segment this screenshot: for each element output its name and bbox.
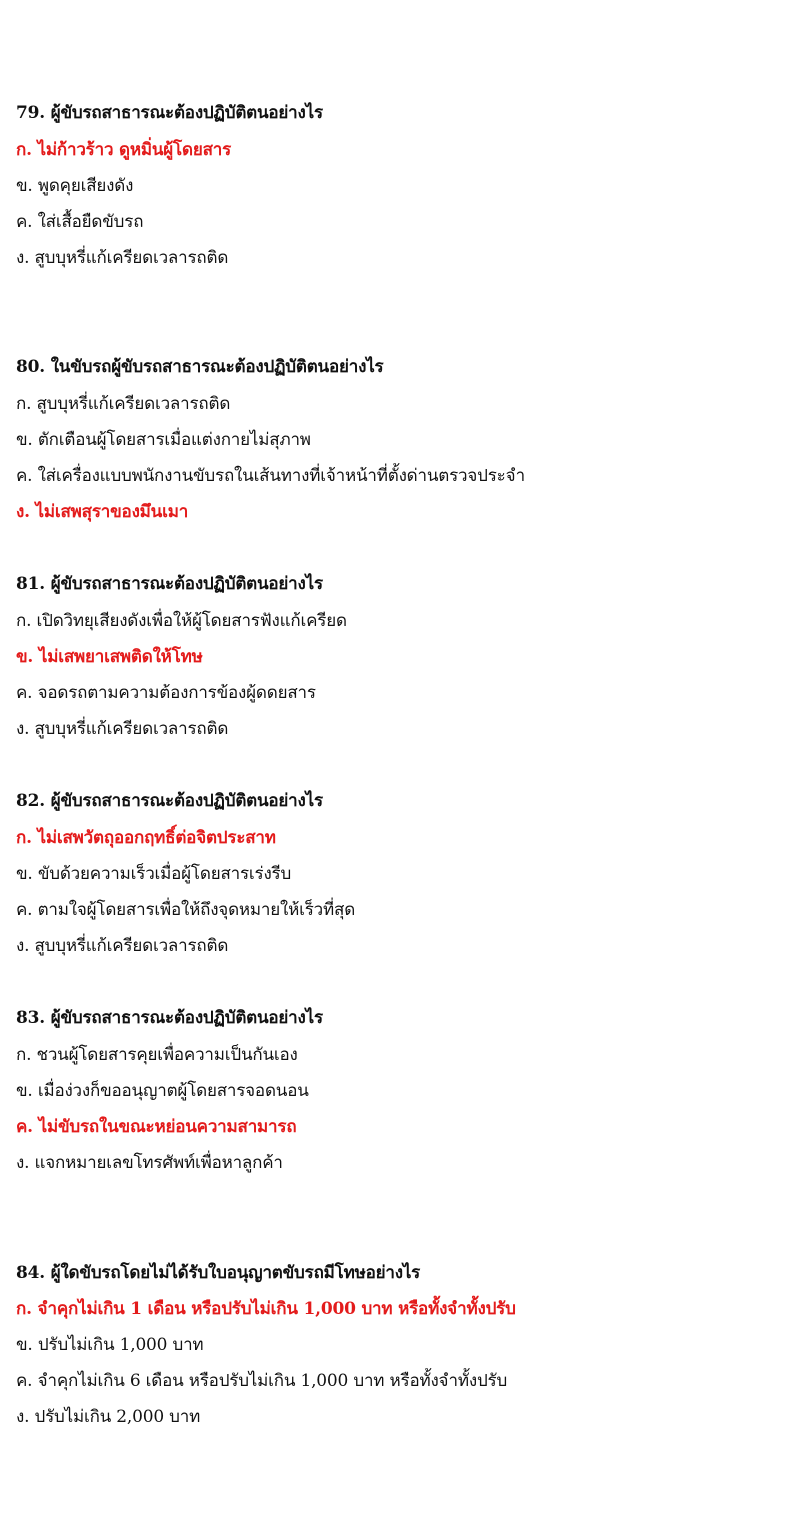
choice-79-b: ข. พูดคุยเสียงดัง <box>16 176 134 196</box>
question-82: 82. ผู้ขับรถสาธารณะต้องปฏิบัติตนอย่างไร <box>16 791 323 811</box>
choice-80-a: ก. สูบบุหรี่แก้เครียดเวลารถติด <box>16 394 231 414</box>
choice-82-d: ง. สูบบุหรี่แก้เครียดเวลารถติด <box>16 936 229 956</box>
choice-83-b: ข. เมื่อง่วงก็ขออนุญาตผู้โดยสารจอดนอน <box>16 1081 309 1101</box>
correct-answer-80: ง. ไม่เสพสุราของมึนเมา <box>16 502 189 522</box>
choice-80-b: ข. ตักเตือนผู้โดยสารเมื่อแต่งกายไม่สุภาพ <box>16 430 311 450</box>
choice-83-a: ก. ชวนผู้โดยสารคุยเพื่อความเป็นกันเอง <box>16 1045 298 1065</box>
question-84: 84. ผู้ใดขับรถโดยไม่ได้รับใบอนุญาตขับรถมีโทษอย่างไร <box>16 1263 421 1283</box>
correct-answer-79: ก. ไม่ก้าวร้าว ดูหมิ่นผู้โดยสาร <box>16 140 232 160</box>
correct-answer-84: ก. จำคุกไม่เกิน 1 เดือน หรือปรับไม่เกิน 1,000 บาท หรือทั้งจำทั้งปรับ <box>16 1299 516 1319</box>
choice-81-c: ค. จอดรถตามความต้องการข้องผู้ดดยสาร <box>16 683 316 703</box>
question-80: 80. ในขับรถผู้ขับรถสาธารณะต้องปฏิบัติตนอย่างไร <box>16 357 384 377</box>
choice-81-a: ก. เปิดวิทยุเสียงดังเพื่อให้ผู้โดยสารฟังแก้เครียด <box>16 611 347 631</box>
choice-84-d: ง. ปรับไม่เกิน 2,000 บาท <box>16 1407 201 1427</box>
correct-answer-82: ก. ไม่เสพวัตถุออกฤทธิ์ต่อจิตประสาท <box>16 828 276 848</box>
choice-84-c: ค. จำคุกไม่เกิน 6 เดือน หรือปรับไม่เกิน 1,000 บาท หรือทั้งจำทั้งปรับ <box>16 1371 508 1391</box>
choice-84-b: ข. ปรับไม่เกิน 1,000 บาท <box>16 1335 204 1355</box>
choice-82-c: ค. ตามใจผู้โดยสารเพื่อให้ถึงจุดหมายให้เร็วที่สุด <box>16 900 356 920</box>
question-83: 83. ผู้ขับรถสาธารณะต้องปฏิบัติตนอย่างไร <box>16 1008 323 1028</box>
choice-79-d: ง. สูบบุหรี่แก้เครียดเวลารถติด <box>16 248 229 268</box>
correct-answer-83: ค. ไม่ขับรถในขณะหย่อนความสามารถ <box>16 1117 297 1137</box>
question-79: 79. ผู้ขับรถสาธารณะต้องปฏิบัติตนอย่างไร <box>16 103 323 123</box>
question-81: 81. ผู้ขับรถสาธารณะต้องปฏิบัติตนอย่างไร <box>16 574 323 594</box>
choice-79-c: ค. ใส่เสื้อยืดขับรถ <box>16 212 144 232</box>
choice-82-b: ข. ขับด้วยความเร็วเมื่อผู้โดยสารเร่งรีบ <box>16 864 292 884</box>
choice-81-d: ง. สูบบุหรี่แก้เครียดเวลารถติด <box>16 719 229 739</box>
choice-83-d: ง. แจกหมายเลขโทรศัพท์เพื่อหาลูกค้า <box>16 1153 283 1173</box>
choice-80-c: ค. ใส่เครื่องแบบพนักงานขับรถในเส้นทางที่เจ้าหน้าที่ตั้งด่านตรวจประจำ <box>16 466 525 486</box>
correct-answer-81: ข. ไม่เสพยาเสพติดให้โทษ <box>16 647 203 667</box>
